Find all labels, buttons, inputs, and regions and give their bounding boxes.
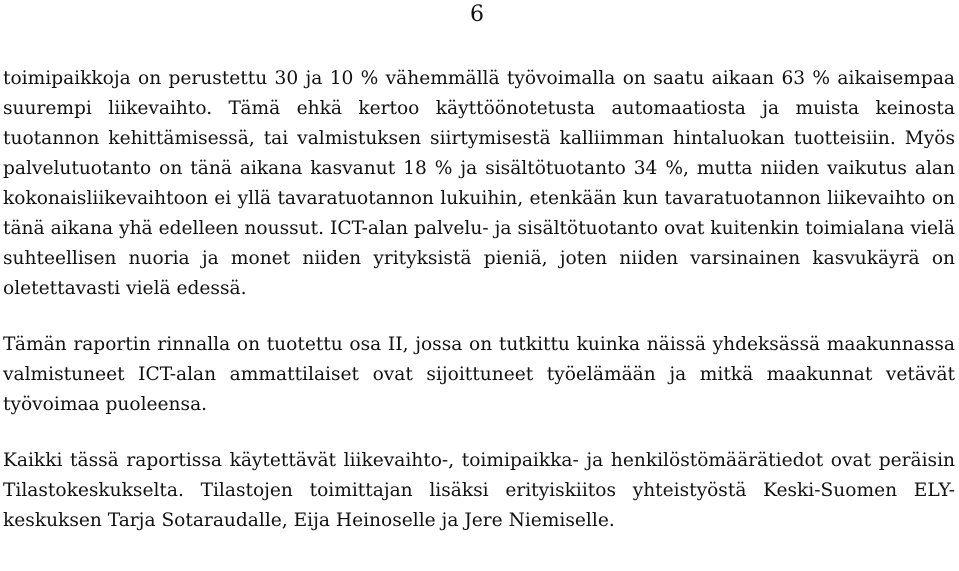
- paragraph-data-sources-acknowledgements: Kaikki tässä raportissa käytettävät liikevaihto-, toimipaikka- ja henkilöstömäärätiedot ovat peräisin Tilastokeskukselta. Tilastojen toimittajan lisäksi erityiskiitos yhteistyöstä Keski-Suomen ELY-keskuksen Tarja Sotaraudalle, Eija Heinoselle ja Jere Niemiselle.: [3, 450, 955, 531]
- page-number: 6: [470, 2, 484, 27]
- document-body: [3, 64, 955, 536]
- paragraph-report-part-two: Tämän raportin rinnalla on tuotettu osa II, jossa on tutkittu kuinka näissä yhdeksässä maakunnassa valmistuneet ICT-alan ammattilaiset ovat sijoittuneet työelämään ja mitkä maakunnat vetävät työvoimaa puoleensa.: [3, 334, 955, 415]
- paragraph-revenue-growth: toimipaikkoja on perustettu 30 ja 10 % vähemmällä työvoimalla on saatu aikaan 63 % aikaisempaa suurempi liikevaihto. Tämä ehkä kertoo käyttöönotetusta automaatiosta ja muista keinosta tuotannon kehittämisessä, tai valmistuksen siirtymisestä kalliimman hintaluokan tuotteisiin. Myös palvelutuotanto on tänä aikana kasvanut 18 % ja sisältötuotanto 34 %, mutta niiden vaikutus alan kokonaisliikevaihtoon ei yllä tavaratuotannon lukuihin, etenkään kun tavaratuotannon liikevaihto on tänä aikana yhä edelleen noussut. ICT-alan palvelu- ja sisältötuotanto ovat kuitenkin toimialana vielä suhteellisen nuoria ja monet niiden yrityksistä pieniä, joten niiden varsinainen kasvukäyrä on oletettavasti vielä edessä.: [3, 68, 955, 299]
